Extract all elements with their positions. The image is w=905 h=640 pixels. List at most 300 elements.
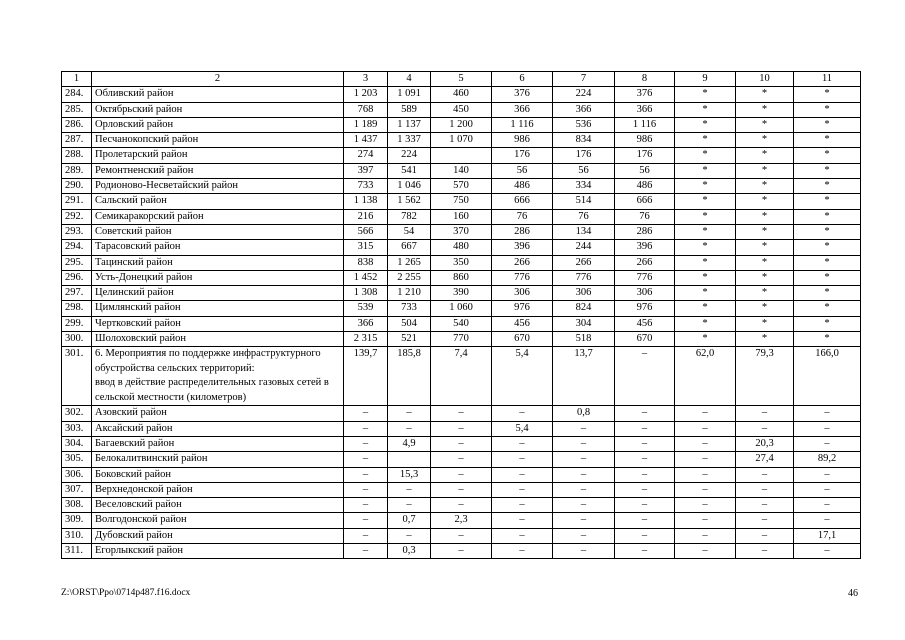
value-cell: – xyxy=(431,528,492,543)
value-cell: * xyxy=(675,301,736,316)
value-cell: 266 xyxy=(615,255,675,270)
value-cell: 1 562 xyxy=(388,194,431,209)
value-cell: – xyxy=(553,436,615,451)
value-cell: – xyxy=(388,406,431,421)
value-cell: 1 308 xyxy=(344,286,388,301)
data-table xyxy=(61,71,861,559)
value-cell: – xyxy=(492,406,553,421)
value-cell: 824 xyxy=(553,301,615,316)
value-cell: 666 xyxy=(492,194,553,209)
row-number: 300. xyxy=(62,332,92,347)
value-cell: 456 xyxy=(615,316,675,331)
value-cell: 0,3 xyxy=(388,544,431,559)
table-row xyxy=(62,87,861,102)
value-cell: 17,1 xyxy=(794,528,861,543)
district-name: Егорлыкский район xyxy=(92,544,344,559)
value-cell: * xyxy=(736,87,794,102)
district-name: Родионово-Несветайский район xyxy=(92,179,344,194)
value-cell: – xyxy=(492,452,553,467)
column-header: 8 xyxy=(615,72,675,87)
value-cell: * xyxy=(675,224,736,239)
row-number: 290. xyxy=(62,179,92,194)
value-cell: 566 xyxy=(344,224,388,239)
district-name: Советский район xyxy=(92,224,344,239)
table-row xyxy=(62,498,861,513)
value-cell: 56 xyxy=(553,163,615,178)
value-cell: * xyxy=(794,270,861,285)
value-cell: – xyxy=(388,528,431,543)
value-cell: 1 091 xyxy=(388,87,431,102)
row-number: 284. xyxy=(62,87,92,102)
header-row xyxy=(62,72,861,87)
value-cell: 266 xyxy=(492,255,553,270)
value-cell: – xyxy=(794,436,861,451)
value-cell: * xyxy=(736,179,794,194)
value-cell: 1 200 xyxy=(431,117,492,132)
value-cell: – xyxy=(675,436,736,451)
value-cell: – xyxy=(794,544,861,559)
value-cell: 768 xyxy=(344,102,388,117)
value-cell: – xyxy=(553,482,615,497)
row-number: 288. xyxy=(62,148,92,163)
value-cell: 89,2 xyxy=(794,452,861,467)
value-cell: – xyxy=(736,482,794,497)
row-number: 308. xyxy=(62,498,92,513)
value-cell: * xyxy=(675,163,736,178)
value-cell: 4,9 xyxy=(388,436,431,451)
value-cell: * xyxy=(794,148,861,163)
value-cell: 1 452 xyxy=(344,270,388,285)
value-cell: 76 xyxy=(615,209,675,224)
value-cell: 134 xyxy=(553,224,615,239)
value-cell xyxy=(431,148,492,163)
value-cell: 514 xyxy=(553,194,615,209)
column-header: 1 xyxy=(62,72,92,87)
value-cell: 224 xyxy=(388,148,431,163)
table-row xyxy=(62,148,861,163)
value-cell: – xyxy=(431,467,492,482)
value-cell: 2 315 xyxy=(344,332,388,347)
value-cell: * xyxy=(794,286,861,301)
value-cell: * xyxy=(736,102,794,117)
value-cell: – xyxy=(736,406,794,421)
value-cell: 286 xyxy=(615,224,675,239)
value-cell: * xyxy=(794,224,861,239)
value-cell: * xyxy=(794,87,861,102)
row-number: 311. xyxy=(62,544,92,559)
district-name: Багаевский район xyxy=(92,436,344,451)
district-name: Верхнедонской район xyxy=(92,482,344,497)
value-cell: – xyxy=(492,482,553,497)
value-cell: * xyxy=(794,179,861,194)
row-number: 285. xyxy=(62,102,92,117)
value-cell: 450 xyxy=(431,102,492,117)
district-name: 6. Мероприятия по поддержке инфраструктурного обустройства сельских территорий: ввод в действие распределительных газовых сетей в сельской местности (километров) xyxy=(92,347,344,406)
value-cell: * xyxy=(675,332,736,347)
district-name: Тацинский район xyxy=(92,255,344,270)
value-cell: 79,3 xyxy=(736,347,794,406)
value-cell: 460 xyxy=(431,87,492,102)
district-name: Ремонтненский район xyxy=(92,163,344,178)
value-cell: * xyxy=(675,87,736,102)
value-cell: – xyxy=(675,528,736,543)
row-number: 305. xyxy=(62,452,92,467)
column-header: 7 xyxy=(553,72,615,87)
value-cell: 334 xyxy=(553,179,615,194)
value-cell: – xyxy=(553,452,615,467)
value-cell: 366 xyxy=(553,102,615,117)
table-row xyxy=(62,452,861,467)
district-name: Октябрьский район xyxy=(92,102,344,117)
value-cell: * xyxy=(675,209,736,224)
value-cell: * xyxy=(736,240,794,255)
value-cell: – xyxy=(615,436,675,451)
value-cell: 541 xyxy=(388,163,431,178)
value-cell: – xyxy=(388,498,431,513)
value-cell: * xyxy=(675,194,736,209)
row-number: 297. xyxy=(62,286,92,301)
value-cell: 56 xyxy=(615,163,675,178)
district-name: Боковский район xyxy=(92,467,344,482)
row-number: 295. xyxy=(62,255,92,270)
value-cell: 838 xyxy=(344,255,388,270)
value-cell: 540 xyxy=(431,316,492,331)
value-cell: – xyxy=(675,498,736,513)
district-name: Орловский район xyxy=(92,117,344,132)
value-cell: * xyxy=(675,117,736,132)
table-row xyxy=(62,270,861,285)
value-cell: 244 xyxy=(553,240,615,255)
value-cell: 770 xyxy=(431,332,492,347)
page-number: 46 xyxy=(848,588,858,599)
value-cell: – xyxy=(794,513,861,528)
value-cell: 390 xyxy=(431,286,492,301)
column-header: 3 xyxy=(344,72,388,87)
value-cell: 7,4 xyxy=(431,347,492,406)
value-cell: – xyxy=(794,421,861,436)
value-cell: 224 xyxy=(553,87,615,102)
value-cell: 486 xyxy=(492,179,553,194)
value-cell: – xyxy=(615,421,675,436)
value-cell: 1 189 xyxy=(344,117,388,132)
district-name: Сальский район xyxy=(92,194,344,209)
value-cell: * xyxy=(794,332,861,347)
value-cell: 5,4 xyxy=(492,421,553,436)
value-cell: – xyxy=(344,452,388,467)
value-cell: – xyxy=(431,452,492,467)
value-cell: – xyxy=(794,482,861,497)
value-cell: – xyxy=(736,544,794,559)
value-cell: 2 255 xyxy=(388,270,431,285)
value-cell: – xyxy=(344,406,388,421)
value-cell: – xyxy=(553,467,615,482)
value-cell: * xyxy=(794,240,861,255)
value-cell: 670 xyxy=(615,332,675,347)
row-number: 303. xyxy=(62,421,92,436)
value-cell: 27,4 xyxy=(736,452,794,467)
row-number: 291. xyxy=(62,194,92,209)
table-row xyxy=(62,301,861,316)
value-cell: 160 xyxy=(431,209,492,224)
value-cell: 20,3 xyxy=(736,436,794,451)
value-cell: 986 xyxy=(615,133,675,148)
value-cell: 376 xyxy=(492,87,553,102)
value-cell: 5,4 xyxy=(492,347,553,406)
row-number: 293. xyxy=(62,224,92,239)
value-cell: – xyxy=(492,544,553,559)
value-cell: – xyxy=(675,452,736,467)
table-row xyxy=(62,406,861,421)
value-cell: 667 xyxy=(388,240,431,255)
value-cell: 1 437 xyxy=(344,133,388,148)
table-row xyxy=(62,513,861,528)
value-cell: 350 xyxy=(431,255,492,270)
value-cell: * xyxy=(736,286,794,301)
value-cell: 396 xyxy=(492,240,553,255)
row-number: 292. xyxy=(62,209,92,224)
value-cell: 456 xyxy=(492,316,553,331)
value-cell: * xyxy=(675,286,736,301)
value-cell: 782 xyxy=(388,209,431,224)
value-cell: 304 xyxy=(553,316,615,331)
value-cell: 976 xyxy=(492,301,553,316)
value-cell: * xyxy=(675,179,736,194)
column-header: 11 xyxy=(794,72,861,87)
value-cell: 376 xyxy=(615,87,675,102)
column-header: 10 xyxy=(736,72,794,87)
value-cell: – xyxy=(431,544,492,559)
value-cell: – xyxy=(794,406,861,421)
table-row xyxy=(62,102,861,117)
value-cell: – xyxy=(794,498,861,513)
value-cell: – xyxy=(615,513,675,528)
value-cell: – xyxy=(675,421,736,436)
value-cell: 976 xyxy=(615,301,675,316)
value-cell: * xyxy=(675,255,736,270)
value-cell: 776 xyxy=(553,270,615,285)
value-cell: 56 xyxy=(492,163,553,178)
value-cell: 176 xyxy=(615,148,675,163)
value-cell: – xyxy=(492,436,553,451)
value-cell: 589 xyxy=(388,102,431,117)
row-number: 286. xyxy=(62,117,92,132)
value-cell: * xyxy=(675,240,736,255)
value-cell: – xyxy=(675,513,736,528)
value-cell: 1 060 xyxy=(431,301,492,316)
value-cell: – xyxy=(615,452,675,467)
value-cell: * xyxy=(794,117,861,132)
value-cell: – xyxy=(388,482,431,497)
value-cell: 139,7 xyxy=(344,347,388,406)
value-cell: 1 210 xyxy=(388,286,431,301)
table-row xyxy=(62,224,861,239)
value-cell: * xyxy=(736,316,794,331)
footer-file-path: Z:\ORST\Ppo\0714p487.f16.docx xyxy=(61,588,191,598)
value-cell: * xyxy=(736,332,794,347)
value-cell: – xyxy=(736,528,794,543)
value-cell: – xyxy=(794,467,861,482)
value-cell: 1 138 xyxy=(344,194,388,209)
value-cell: – xyxy=(431,498,492,513)
value-cell: 0,7 xyxy=(388,513,431,528)
value-cell: 733 xyxy=(344,179,388,194)
row-number: 301. xyxy=(62,347,92,406)
value-cell: – xyxy=(615,528,675,543)
value-cell: – xyxy=(675,544,736,559)
value-cell: * xyxy=(794,255,861,270)
table-row xyxy=(62,117,861,132)
district-name: Цимлянский район xyxy=(92,301,344,316)
value-cell: – xyxy=(344,482,388,497)
value-cell: 1 116 xyxy=(492,117,553,132)
value-cell: * xyxy=(794,301,861,316)
value-cell: – xyxy=(553,421,615,436)
row-number: 310. xyxy=(62,528,92,543)
value-cell: 776 xyxy=(615,270,675,285)
value-cell: * xyxy=(736,209,794,224)
value-cell: – xyxy=(431,482,492,497)
value-cell: – xyxy=(736,467,794,482)
value-cell: 0,8 xyxy=(553,406,615,421)
value-cell: 521 xyxy=(388,332,431,347)
value-cell: 76 xyxy=(492,209,553,224)
value-cell: 396 xyxy=(615,240,675,255)
value-cell: * xyxy=(675,102,736,117)
value-cell: – xyxy=(736,513,794,528)
district-name: Азовский район xyxy=(92,406,344,421)
value-cell: * xyxy=(736,301,794,316)
value-cell: – xyxy=(431,421,492,436)
value-cell: – xyxy=(553,544,615,559)
value-cell: * xyxy=(736,255,794,270)
value-cell: – xyxy=(553,498,615,513)
value-cell: 76 xyxy=(553,209,615,224)
value-cell: * xyxy=(736,224,794,239)
district-name: Обливский район xyxy=(92,87,344,102)
value-cell: * xyxy=(736,148,794,163)
value-cell: 1 203 xyxy=(344,87,388,102)
value-cell: – xyxy=(615,406,675,421)
value-cell: 216 xyxy=(344,209,388,224)
value-cell: 1 046 xyxy=(388,179,431,194)
value-cell: – xyxy=(615,347,675,406)
district-name: Волгодонской район xyxy=(92,513,344,528)
value-cell: 1 070 xyxy=(431,133,492,148)
value-cell: * xyxy=(794,102,861,117)
value-cell: 176 xyxy=(492,148,553,163)
value-cell: 486 xyxy=(615,179,675,194)
value-cell: – xyxy=(344,421,388,436)
value-cell: – xyxy=(344,513,388,528)
row-number: 287. xyxy=(62,133,92,148)
table-row xyxy=(62,240,861,255)
row-number: 302. xyxy=(62,406,92,421)
value-cell: * xyxy=(794,194,861,209)
value-cell: 834 xyxy=(553,133,615,148)
value-cell: – xyxy=(553,528,615,543)
column-header: 5 xyxy=(431,72,492,87)
value-cell: – xyxy=(615,544,675,559)
table-body xyxy=(62,87,861,559)
row-number: 304. xyxy=(62,436,92,451)
value-cell: – xyxy=(615,482,675,497)
district-name: Целинский район xyxy=(92,286,344,301)
table-row xyxy=(62,528,861,543)
value-cell: * xyxy=(675,148,736,163)
value-cell: 306 xyxy=(553,286,615,301)
district-name: Веселовский район xyxy=(92,498,344,513)
value-cell: – xyxy=(492,528,553,543)
district-name: Дубовский район xyxy=(92,528,344,543)
value-cell: – xyxy=(431,436,492,451)
value-cell: – xyxy=(492,513,553,528)
value-cell: 480 xyxy=(431,240,492,255)
value-cell: 986 xyxy=(492,133,553,148)
value-cell: 62,0 xyxy=(675,347,736,406)
value-cell: 286 xyxy=(492,224,553,239)
value-cell: * xyxy=(736,163,794,178)
value-cell: – xyxy=(344,544,388,559)
value-cell: – xyxy=(553,513,615,528)
value-cell: – xyxy=(344,528,388,543)
value-cell: – xyxy=(431,406,492,421)
value-cell: 306 xyxy=(615,286,675,301)
value-cell: 733 xyxy=(388,301,431,316)
table-row xyxy=(62,286,861,301)
value-cell: 570 xyxy=(431,179,492,194)
row-number: 309. xyxy=(62,513,92,528)
district-name: Пролетарский район xyxy=(92,148,344,163)
value-cell: – xyxy=(675,406,736,421)
district-name: Песчанокопский район xyxy=(92,133,344,148)
value-cell: 666 xyxy=(615,194,675,209)
value-cell: 266 xyxy=(553,255,615,270)
value-cell: – xyxy=(675,467,736,482)
table-row xyxy=(62,316,861,331)
table-row xyxy=(62,194,861,209)
value-cell: 518 xyxy=(553,332,615,347)
value-cell: – xyxy=(492,467,553,482)
value-cell: – xyxy=(615,498,675,513)
table-row xyxy=(62,482,861,497)
value-cell xyxy=(388,452,431,467)
table-row xyxy=(62,436,861,451)
value-cell: 54 xyxy=(388,224,431,239)
value-cell: 166,0 xyxy=(794,347,861,406)
value-cell: – xyxy=(344,498,388,513)
value-cell: 397 xyxy=(344,163,388,178)
value-cell: 536 xyxy=(553,117,615,132)
column-header: 9 xyxy=(675,72,736,87)
value-cell: 13,7 xyxy=(553,347,615,406)
table-row xyxy=(62,421,861,436)
value-cell: 370 xyxy=(431,224,492,239)
table-row xyxy=(62,133,861,148)
row-number: 306. xyxy=(62,467,92,482)
value-cell: 274 xyxy=(344,148,388,163)
value-cell: 750 xyxy=(431,194,492,209)
row-number: 299. xyxy=(62,316,92,331)
table-row xyxy=(62,179,861,194)
column-header: 6 xyxy=(492,72,553,87)
value-cell: * xyxy=(736,194,794,209)
value-cell: * xyxy=(736,270,794,285)
value-cell: 366 xyxy=(344,316,388,331)
value-cell: – xyxy=(736,498,794,513)
row-number: 307. xyxy=(62,482,92,497)
value-cell: * xyxy=(794,133,861,148)
row-number: 289. xyxy=(62,163,92,178)
